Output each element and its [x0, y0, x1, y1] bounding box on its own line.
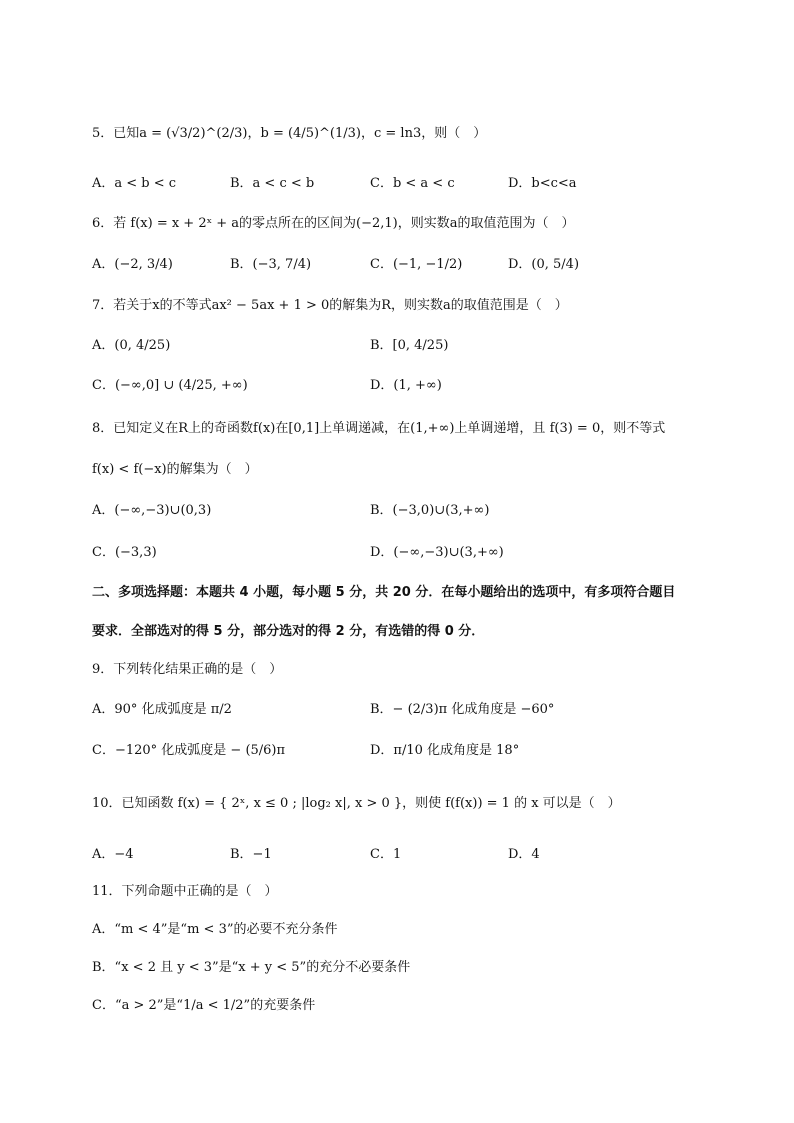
question-8-stem-cont: f(x) < f(−x)的解集为（ ）: [92, 462, 258, 477]
q5-option-a: A．a < b < c: [92, 176, 177, 191]
section-2-heading-cont: 要求．全部选对的得 5 分，部分选对的得 2 分，有选错的得 0 分．: [92, 624, 485, 639]
question-5-stem: 5．已知a = (√3/2)^(2/3)，b = (4/5)^(1/3)，c = ln3，则（ ）: [92, 126, 487, 141]
q10-option-d: D．4: [508, 847, 540, 862]
q8-option-c: C．(−3,3): [92, 545, 157, 560]
q10-option-c: C．1: [370, 847, 402, 862]
q7-option-a: A．(0, 4/25): [92, 338, 171, 353]
q7-option-d: D．(1, +∞): [370, 378, 442, 393]
q9-option-d: D．π/10 化成角度是 18°: [370, 743, 520, 758]
q6-option-b: B．(−3, 7/4): [230, 257, 312, 272]
question-6-stem: 6．若 f(x) = x + 2ˣ + a的零点所在的区间为(−2,1)，则实数a的取值范围为（ ）: [92, 216, 575, 231]
q8-option-a: A．(−∞,−3)∪(0,3): [92, 503, 212, 518]
q5-option-b: B．a < c < b: [230, 176, 315, 191]
q5-option-d: D．b<c<a: [508, 176, 577, 191]
q6-option-c: C．(−1, −1/2): [370, 257, 463, 272]
q6-option-d: D．(0, 5/4): [508, 257, 580, 272]
q11-option-b: B．“x < 2 且 y < 3”是“x + y < 5”的充分不必要条件: [92, 960, 411, 975]
q6-option-a: A．(−2, 3/4): [92, 257, 173, 272]
q5-option-c: C．b < a < c: [370, 176, 455, 191]
section-2-heading: 二、多项选择题：本题共 4 小题，每小题 5 分，共 20 分．在每小题给出的选项中，有多项符合题目: [92, 585, 676, 600]
question-9-stem: 9．下列转化结果正确的是（ ）: [92, 662, 283, 677]
question-8-stem: 8．已知定义在R上的奇函数f(x)在[0,1]上单调递减，在(1,+∞)上单调递增，且 f(3) = 0，则不等式: [92, 421, 666, 436]
q11-option-c: C．“a > 2”是“1/a < 1/2”的充要条件: [92, 998, 316, 1013]
q8-option-b: B．(−3,0)∪(3,+∞): [370, 503, 490, 518]
q7-option-c: C．(−∞,0] ∪ (4/25, +∞): [92, 378, 248, 393]
q10-option-b: B．−1: [230, 847, 272, 862]
q7-option-b: B．[0, 4/25): [370, 338, 449, 353]
q9-option-a: A．90° 化成弧度是 π/2: [92, 702, 232, 717]
q8-option-d: D．(−∞,−3)∪(3,+∞): [370, 545, 504, 560]
question-7-stem: 7．若关于x的不等式ax² − 5ax + 1 > 0的解集为R，则实数a的取值范围是（ ）: [92, 298, 568, 313]
q9-option-b: B．− (2/3)π 化成角度是 −60°: [370, 702, 555, 717]
q10-option-a: A．−4: [92, 847, 134, 862]
question-10-stem: 10．已知函数 f(x) = { 2ˣ, x ≤ 0 ; |log₂ x|, x > 0 }，则使 f(f(x)) = 1 的 x 可以是（ ）: [92, 796, 621, 811]
question-11-stem: 11．下列命题中正确的是（ ）: [92, 884, 278, 899]
q9-option-c: C．−120° 化成弧度是 − (5/6)π: [92, 743, 286, 758]
q11-option-a: A．“m < 4”是“m < 3”的必要不充分条件: [92, 922, 338, 937]
